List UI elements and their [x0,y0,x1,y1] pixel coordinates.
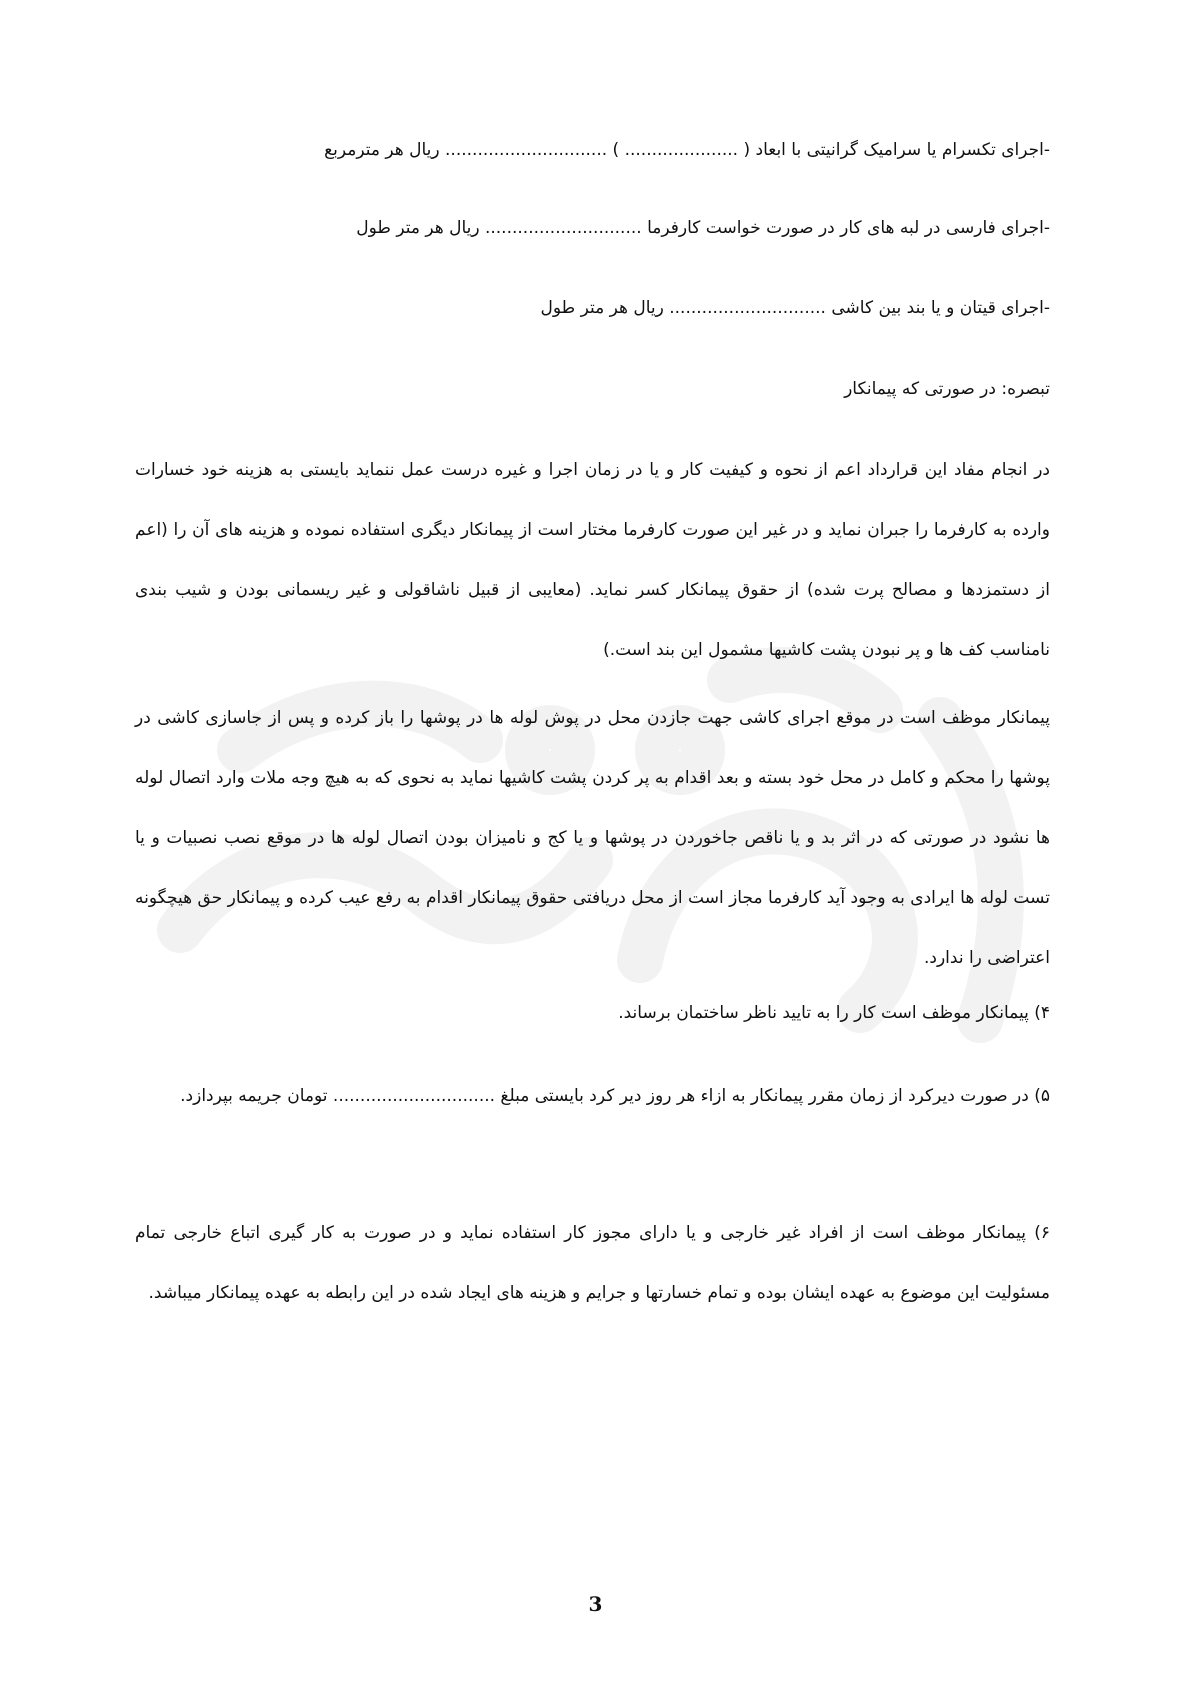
clause-6: ۶) پیمانکار موظف است از افراد غیر خارجی و یا دارای مجوز کار استفاده نماید و در صورت به کار گیری اتباع خارجی تمام مسئولیت این موضوع به عهده ایشان بوده و تمام خسارتها و جرایم و هزینه های ایجاد شده در این رابطه به عهده پیمانکار میباشد. [135,1223,1050,1303]
clause-pipes: پیمانکار موظف است در موقع اجرای کاشی جهت جازدن محل در پوش لوله ها در پوشها را باز کرده و پس از جاسازی کاشی در پوشها را محکم و کامل در محل خود بسته و بعد اقدام به پر کردن پشت کاشیها نماید به نحوی که به هیچ وجه ملات وارد اتصال لوله ها نشود در صورتی که در اثر بد و یا ناقص جاخوردن در پوشها و یا کج و نامیزان بودن اتصال لوله ها در موقع نصب نصبیات و یا تست لوله ها ایرادی به وجود آید کارفرما مجاز است از محل دریافتی حقوق پیمانکار اقدام به رفع عیب کرده و پیمانکار حق هیچگونه اعتراضی را ندارد. [135,708,1050,968]
edge-installation-line: -اجرای فارسی در لبه های کار در صورت خواست کارفرما ............................. ریال هر متر طول [356,218,1050,238]
note-heading: تبصره: در صورتی که پیمانکار [844,379,1050,399]
clause-4: ۴) پیمانکار موظف است کار را به تایید ناظر ساختمان برساند. [618,1003,1050,1023]
page-number: 3 [588,1592,603,1616]
joint-installation-line: -اجرای قیتان و یا بند بین کاشی ............................. ریال هر متر طول [540,298,1050,318]
clause-5: ۵) در صورت دیرکرد از زمان مقرر پیمانکار به ازاء هر روز دیر کرد بایستی مبلغ .............................. تومان جریمه بپردازد. [180,1086,1050,1106]
tile-installation-line: -اجرای تکسرام یا سرامیک گرانیتی با ابعاد ( ..................... ) .............................. ریال هر مترمربع [324,140,1050,160]
note-body: در انجام مفاد این قرارداد اعم از نحوه و کیفیت کار و یا در زمان اجرا و غیره درست عمل ننماید بایستی به هزینه خود خسارات وارده به کارفرما را جبران نماید و در غیر این صورت کارفرما مختار است از پیمانکار دیگری استفاده نموده و هزینه های آن را (اعم از دستمزدها و مصالح پرت شده) از حقوق پیمانکار کسر نماید. (معایبی از قبیل ناشاقولی و غیر ریسمانی بودن و شیب بندی نامناسب کف ها و پر نبودن پشت کاشیها مشمول این بند است.) [135,460,1050,660]
